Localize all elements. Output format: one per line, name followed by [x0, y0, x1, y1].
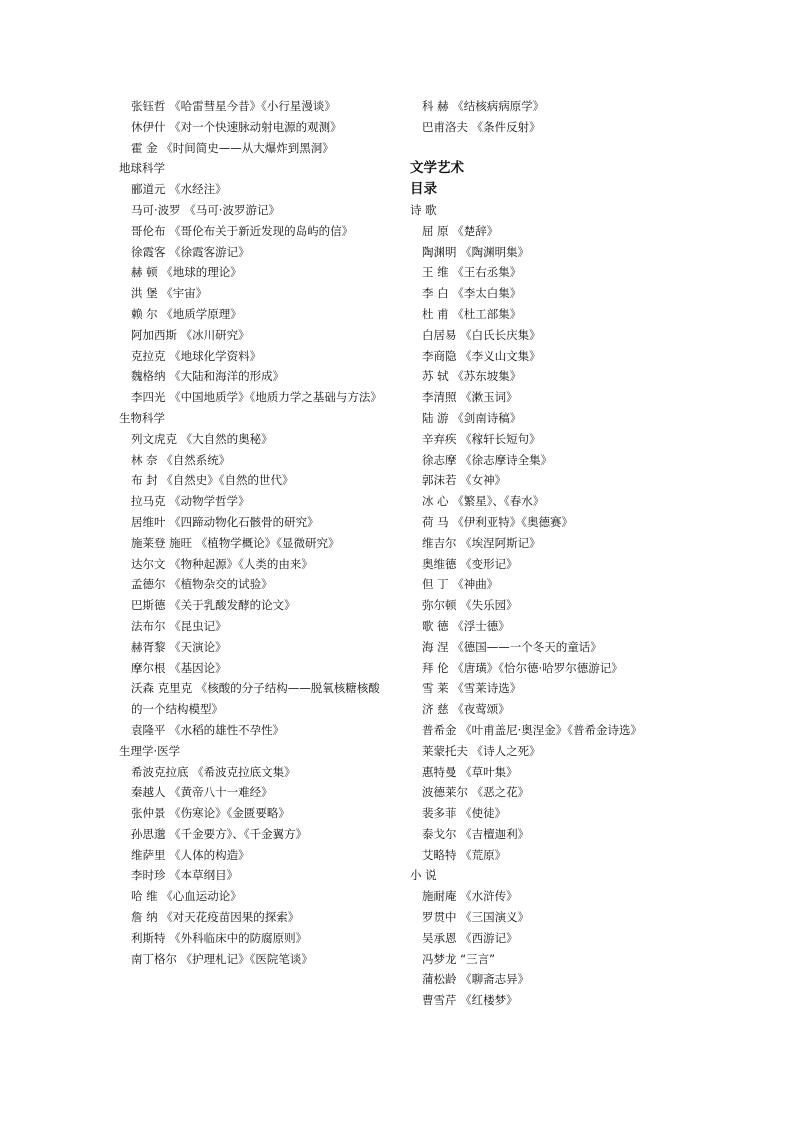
section-heading: 文学艺术 — [410, 160, 464, 177]
book-entry: 林 奈 《自然系统》 — [131, 452, 231, 467]
book-entry: 屈 原 《楚辞》 — [422, 223, 499, 238]
book-entry: 克拉克 《地球化学资料》 — [131, 348, 262, 363]
book-entry: 蒲松龄 《聊斋志异》 — [422, 972, 530, 987]
book-entry: 陶渊明 《陶渊明集》 — [422, 244, 530, 259]
book-entry: 希波克拉底 《希波克拉底文集》 — [131, 764, 296, 779]
book-entry: 苏 轼 《苏东坡集》 — [422, 369, 522, 384]
book-entry: 拜 伦 《唐璜》《恰尔德·哈罗尔德游记》 — [422, 660, 623, 675]
book-entry: 秦越人 《黄帝八十一难经》 — [131, 785, 273, 800]
book-entry: 海 涅 《德国——一个冬天的童话》 — [422, 639, 602, 654]
book-entry: 李清照 《漱玉词》 — [422, 390, 518, 405]
book-entry: 李四光 《中国地质学》《地质力学之基础与方法》 — [131, 390, 382, 405]
book-entry: 罗贯中 《三国演义》 — [422, 910, 530, 925]
book-entry: 拉马克 《动物学哲学》 — [131, 494, 250, 509]
book-entry: 但 丁 《神曲》 — [422, 577, 499, 592]
book-entry: 哥伦布 《哥伦布关于新近发现的岛屿的信》 — [131, 223, 354, 238]
book-entry: 施耐庵 《水浒传》 — [422, 889, 518, 904]
book-entry: 维吉尔 《埃涅阿斯记》 — [422, 535, 541, 550]
book-entry: 利斯特 《外科临床中的防腐原则》 — [131, 930, 308, 945]
book-entry: 南丁格尔 《护理札记》《医院笔谈》 — [131, 951, 313, 966]
book-entry: 詹 纳 《对天花疫苗因果的探索》 — [131, 910, 300, 925]
book-entry: 居维叶 《四蹄动物化石骸骨的研究》 — [131, 514, 319, 529]
book-entry: 王 维 《王右丞集》 — [422, 265, 522, 280]
book-entry: 施莱登 施旺 《植物学概论》《显微研究》 — [131, 535, 340, 550]
book-entry: 冯梦龙 “三言” — [422, 951, 496, 966]
right-column — [410, 96, 690, 1011]
book-entry: 赫 顿 《地球的理论》 — [131, 265, 242, 280]
book-entry: 霍 金 《时间简史——从大爆炸到黑洞》 — [131, 140, 334, 155]
book-entry: 雪 莱 《雪莱诗选》 — [422, 681, 522, 696]
book-entry: 普希金 《叶甫盖尼·奥涅金》《普希金诗选》 — [422, 722, 643, 737]
book-entry: 歌 德 《浮士德》 — [422, 618, 510, 633]
book-entry: 郦道元 《水经注》 — [131, 182, 227, 197]
book-entry: 徐志摩 《徐志摩诗全集》 — [422, 452, 553, 467]
book-entry: 袁隆平 《水稻的雄性不孕性》 — [131, 722, 285, 737]
book-entry: 济 慈 《夜莺颂》 — [422, 702, 510, 717]
category-label: 地球科学 — [119, 161, 165, 176]
book-entry: 洪 堡 《宇宙》 — [131, 286, 208, 301]
book-entry: 弥尔顿 《失乐园》 — [422, 598, 518, 613]
book-entry: 巴甫洛夫 《条件反射》 — [422, 119, 541, 134]
book-entry: 艾略特 《荒原》 — [422, 847, 507, 862]
book-entry: 冰 心 《繁星》、《春水》 — [422, 494, 545, 509]
book-entry: 裴多菲 《使徒》 — [422, 806, 507, 821]
book-entry: 休伊什 《对一个快速脉动射电源的观测》 — [131, 119, 342, 134]
book-entry: 科 赫 《结核病病原学》 — [422, 99, 545, 113]
book-entry: 摩尔根 《基因论》 — [131, 660, 227, 675]
book-entry: 巴斯德 《关于乳酸发酵的论文》 — [131, 598, 296, 613]
book-entry: 陆 游 《剑南诗稿》 — [422, 410, 522, 425]
book-entry: 哈 维 《心血运动论》 — [131, 889, 242, 904]
book-entry: 马可·波罗 《马可·波罗游记》 — [131, 202, 280, 217]
book-entry: 莱蒙托夫 《诗人之死》 — [422, 743, 541, 758]
book-entry: 布 封 《自然史》《自然的世代》 — [131, 473, 294, 488]
book-entry: 辛弃疾 《稼轩长短句》 — [422, 431, 541, 446]
book-entry: 法布尔 《昆虫记》 — [131, 618, 227, 633]
book-entry: 吴承恩 《西游记》 — [422, 930, 518, 945]
book-entry: 阿加西斯 《冰川研究》 — [131, 327, 250, 342]
book-entry: 孙思邈 《千金要方》、《千金翼方》 — [131, 826, 308, 841]
book-entry: 奥维德 《变形记》 — [422, 556, 518, 571]
book-entry: 徐霞客 《徐霞客游记》 — [131, 244, 250, 259]
category-label: 诗 歌 — [410, 202, 437, 217]
book-entry: 达尔文 《物种起源》《人类的由来》 — [131, 556, 313, 571]
book-entry: 荷 马 《伊利亚特》《奥德赛》 — [422, 514, 574, 529]
book-entry: 惠特曼 《草叶集》 — [422, 764, 518, 779]
book-entry: 列文虎克 《大自然的奥秘》 — [131, 431, 273, 446]
book-entry: 沃森 克里克 《核酸的分子结构——脱氧核糖核酸的一个结构模型》 — [131, 681, 380, 717]
book-entry: 李时珍 《本草纲目》 — [131, 868, 239, 883]
category-label: 生理学·医学 — [119, 743, 181, 758]
book-entry: 维萨里 《人体的构造》 — [131, 847, 250, 862]
book-entry: 泰戈尔 《吉檀迦利》 — [422, 826, 530, 841]
book-entry: 孟德尔 《植物杂交的试验》 — [131, 577, 273, 592]
category-label: 生物科学 — [119, 410, 165, 425]
book-entry: 白居易 《白氏长庆集》 — [422, 327, 541, 342]
section-heading: 目录 — [410, 181, 437, 198]
book-entry: 曹雪芹 《红楼梦》 — [422, 993, 518, 1008]
category-label: 小 说 — [410, 868, 437, 883]
book-entry: 赖 尔 《地质学原理》 — [131, 306, 242, 321]
book-entry: 赫胥黎 《天演论》 — [131, 639, 227, 654]
book-entry: 张钰哲 《哈雷彗星今昔》《小行星漫谈》 — [131, 99, 336, 113]
book-entry: 郭沫若 《女神》 — [422, 473, 507, 488]
left-column — [119, 96, 387, 969]
book-entry: 杜 甫 《杜工部集》 — [422, 306, 522, 321]
blank-line — [410, 138, 690, 159]
book-entry: 魏格纳 《大陆和海洋的形成》 — [131, 369, 285, 384]
book-entry: 李商隐 《李义山文集》 — [422, 348, 541, 363]
book-entry: 波德莱尔 《恶之花》 — [422, 785, 530, 800]
book-entry: 张仲景 《伤寒论》《金匮要略》 — [131, 806, 290, 821]
book-entry: 李 白 《李太白集》 — [422, 286, 522, 301]
